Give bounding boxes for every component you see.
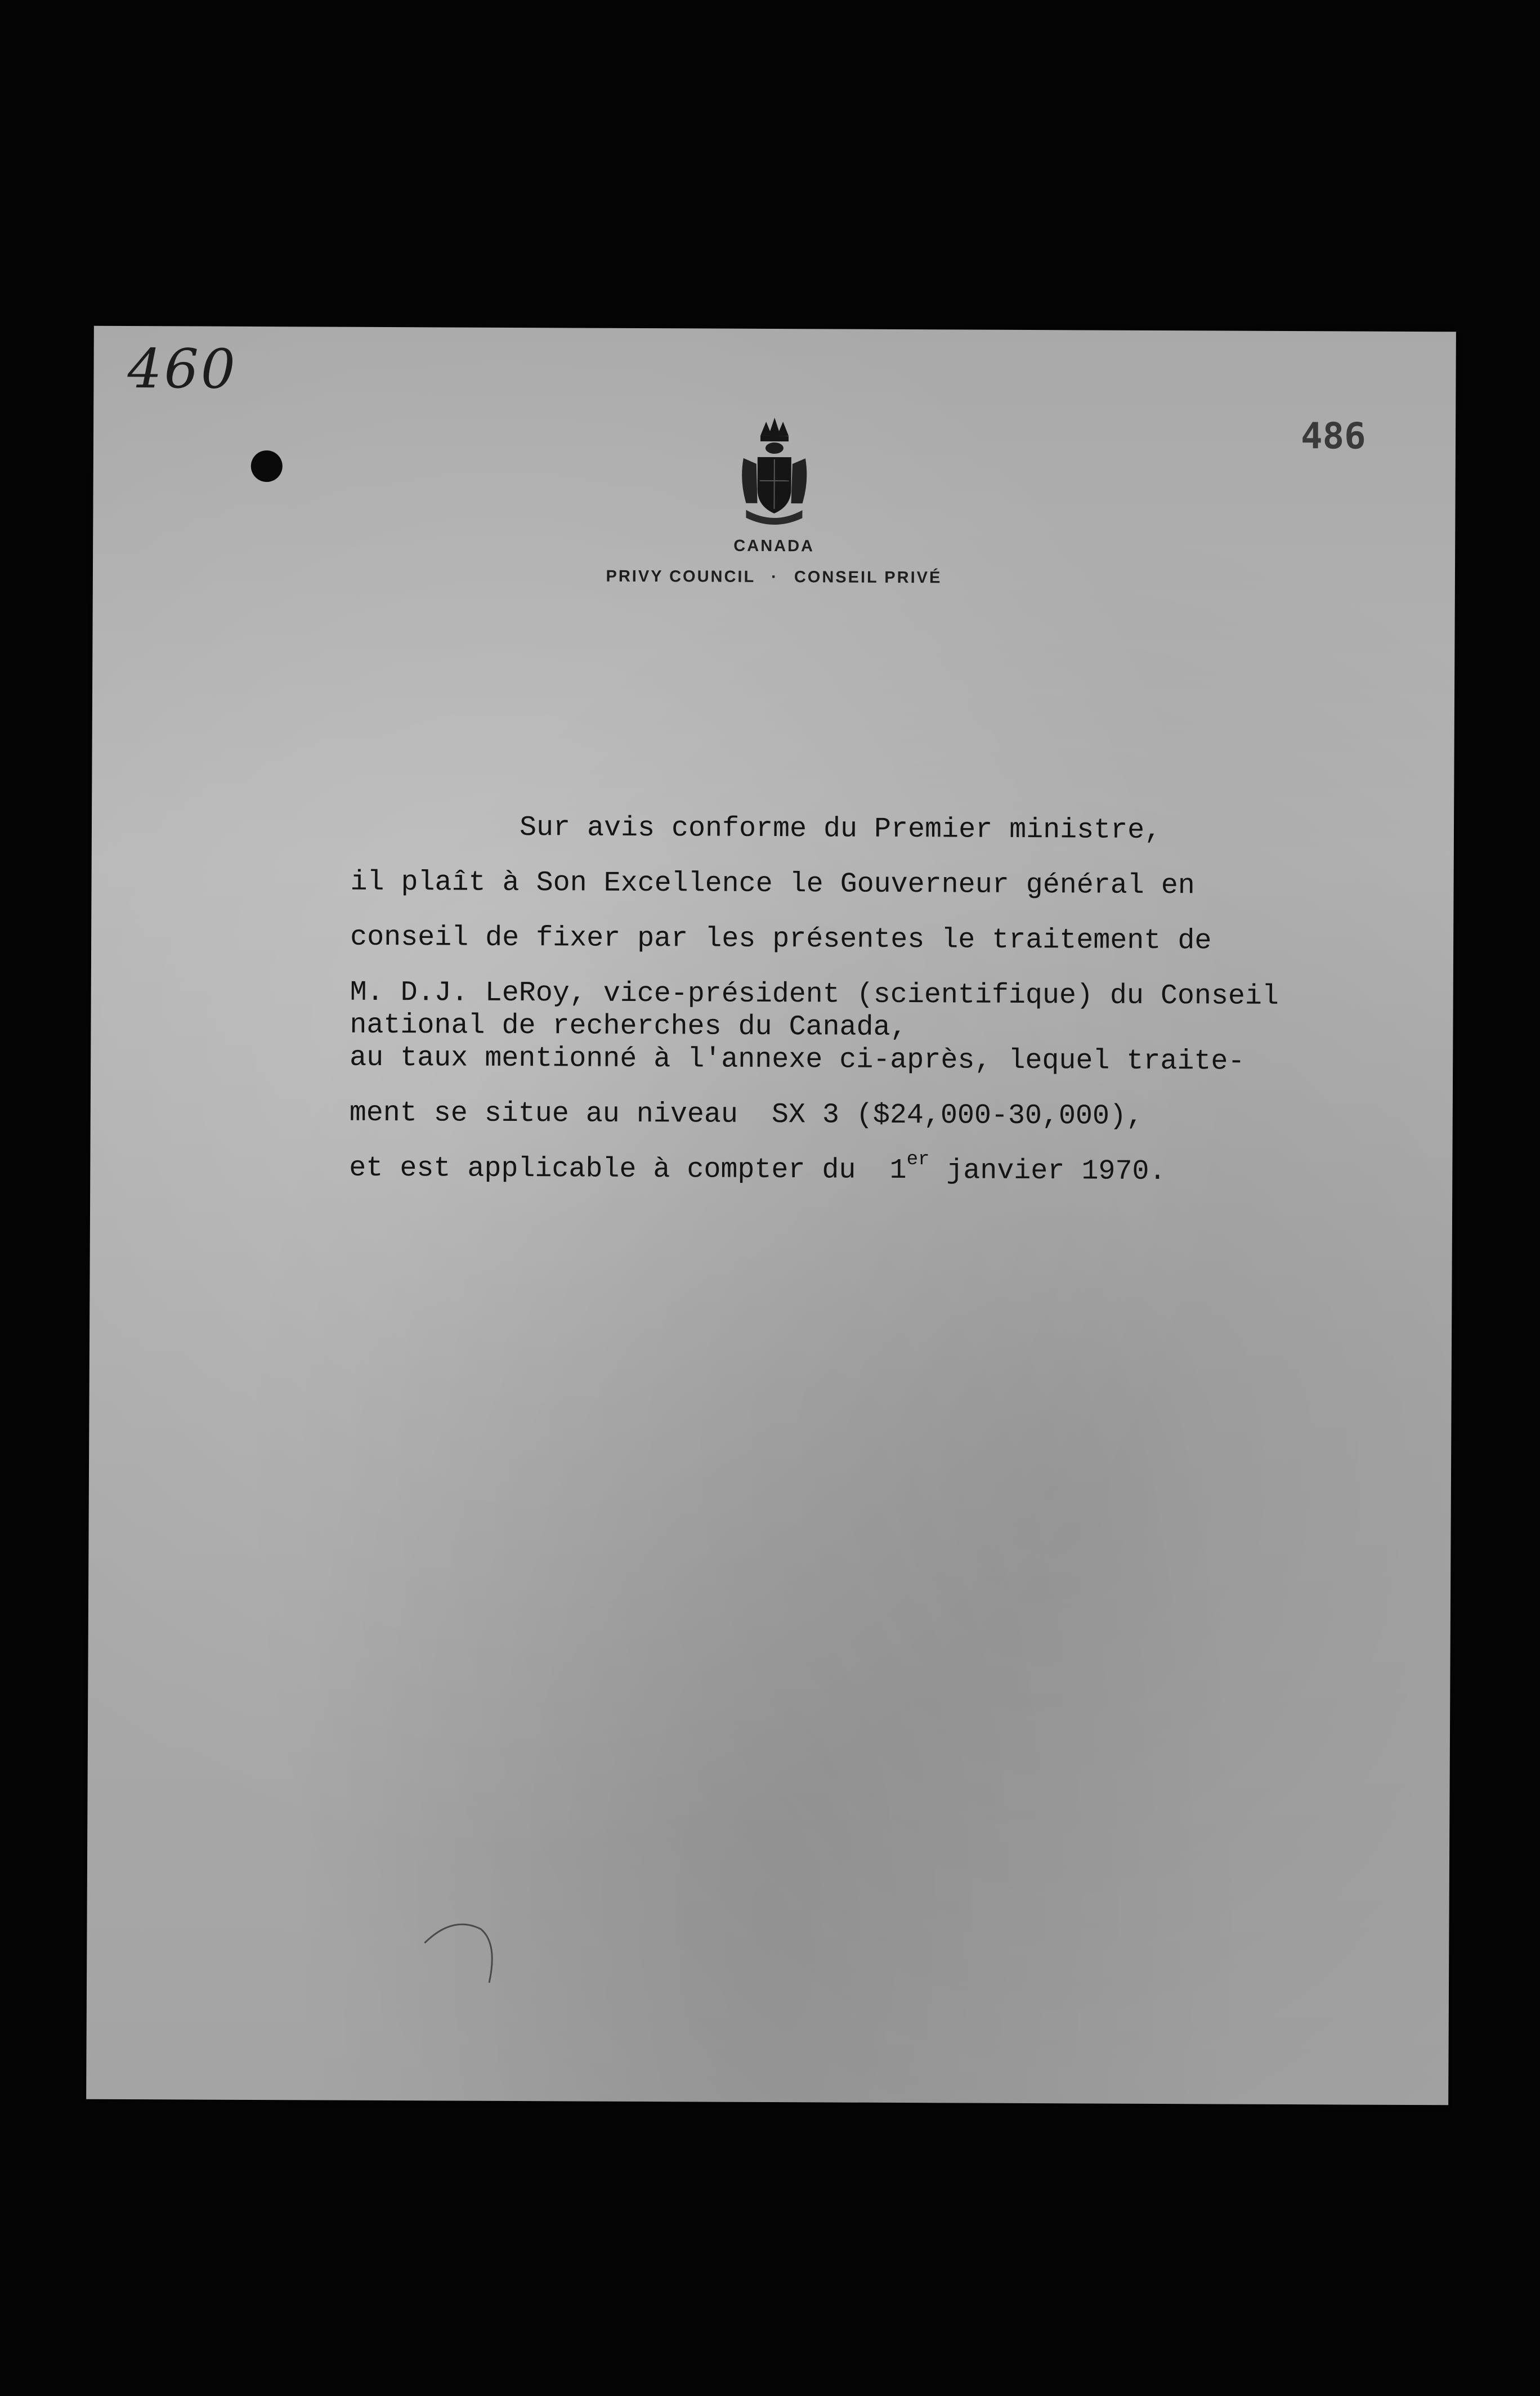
body-line: il plaît à Son Excellence le Gouverneur général en bbox=[350, 866, 1195, 902]
council-english: PRIVY COUNCIL bbox=[606, 567, 756, 586]
council-french: CONSEIL PRIVÉ bbox=[794, 568, 942, 587]
coat-of-arms-icon bbox=[735, 413, 814, 526]
body-line: au taux mentionné à l'annexe ci-après, lequel traite- bbox=[350, 1041, 1245, 1078]
final-line-start: et est applicable à compter du 1 bbox=[349, 1152, 907, 1187]
document-page bbox=[86, 326, 1456, 2106]
handwritten-page-number: 460 bbox=[127, 337, 238, 401]
body-line: conseil de fixer par les présentes le traitement de bbox=[350, 921, 1212, 958]
order-in-council-text bbox=[349, 811, 1308, 1212]
pencil-mark-icon bbox=[419, 1903, 521, 1994]
stamped-page-number: 486 bbox=[1300, 415, 1366, 458]
body-line: M. D.J. LeRoy, vice-président (scientifique) du Conseil bbox=[350, 976, 1279, 1013]
final-line-end: janvier 1970. bbox=[929, 1155, 1166, 1188]
body-line-final bbox=[349, 1149, 1306, 1189]
ordinal-superscript: er bbox=[906, 1149, 930, 1171]
letterhead-country: CANADA bbox=[733, 537, 815, 556]
body-line: national de recherches du Canada, bbox=[350, 1009, 907, 1044]
body-line: ment se situe au niveau SX 3 ($24,000-30,000), bbox=[349, 1097, 1144, 1133]
letterhead bbox=[93, 410, 1456, 590]
council-separator: · bbox=[771, 567, 778, 587]
body-line: Sur avis conforme du Premier ministre, bbox=[519, 812, 1162, 847]
letterhead-council bbox=[93, 565, 1455, 590]
